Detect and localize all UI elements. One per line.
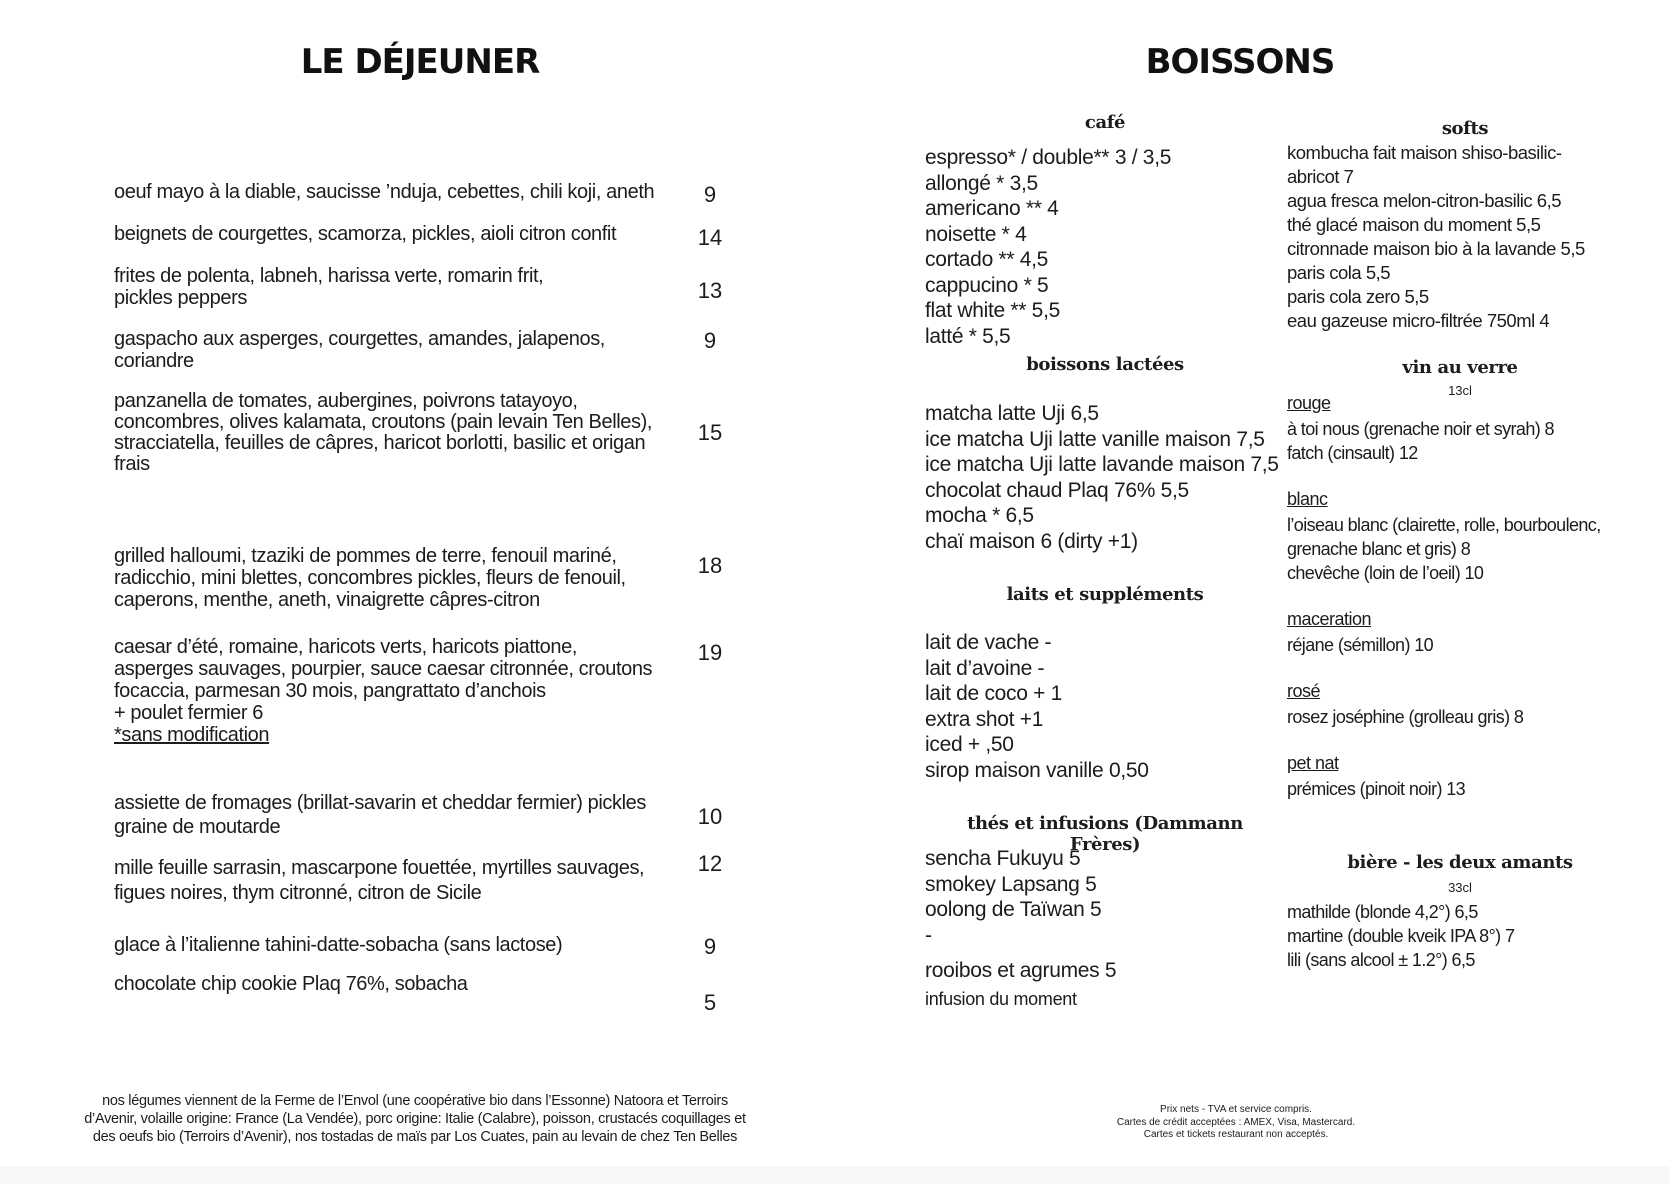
dish-price: 12	[697, 851, 723, 876]
softs-list	[1287, 141, 1627, 333]
wine-list-blanc	[1287, 513, 1637, 585]
dish-line: asperges sauvages, pourpier, sauce caesar citronnée, croutons	[114, 658, 653, 680]
dish-line: stracciatella, feuilles de câpres, haricot borlotti, basilic et origan	[114, 432, 646, 454]
tea-item: oolong de Taïwan 5	[925, 898, 1102, 921]
cafe-item: espresso* / double** 3 / 3,5	[925, 146, 1172, 169]
lactee-item: matcha latte Uji 6,5	[925, 402, 1099, 425]
cafe-item: cappucino * 5	[925, 273, 1049, 297]
wine-item: réjane (sémillon) 10	[1287, 635, 1434, 655]
dish-line: radicchio, mini blettes, concombres pickles, fleurs de fenouil,	[114, 567, 626, 589]
wine-category-rose: rosé	[1287, 681, 1321, 701]
wine-item: chevêche (loin de l’oeil) 10	[1287, 563, 1484, 583]
biere-volume: 33cl	[1448, 880, 1472, 895]
dish-line: pickles peppers	[114, 287, 247, 309]
dish-line: + poulet fermier 6	[114, 702, 263, 724]
dish-description	[114, 265, 689, 309]
wine-category-petnat: pet nat	[1287, 753, 1339, 773]
wine-list-maceration	[1287, 633, 1637, 657]
payment-line: Cartes de crédit acceptées : AMEX, Visa, Mastercard.	[1116, 1116, 1356, 1128]
dish-description	[114, 934, 689, 956]
wine-item: à toi nous (grenache noir et syrah) 8	[1287, 419, 1554, 439]
tea-item: -	[925, 923, 932, 947]
dish-line: mille feuille sarrasin, mascarpone fouettée, myrtilles sauvages,	[114, 857, 645, 879]
tea-item-small: infusion du moment	[925, 989, 1077, 1009]
dish-price: 14	[697, 225, 723, 250]
dish-line: concombres, olives kalamata, croutons (pain levain Ten Belles),	[114, 411, 653, 433]
dish-line: caesar d’été, romaine, haricots verts, haricots piattone,	[114, 636, 577, 658]
dish-line: oeuf mayo à la diable, saucisse ’nduja, cebettes, chili koji, aneth	[114, 181, 655, 203]
section-softs-title: softs	[1441, 118, 1489, 139]
wine-category-blanc: blanc	[1287, 489, 1328, 509]
section-lactees-title: boissons lactées	[1026, 354, 1184, 375]
lait-item: lait d’avoine -	[925, 656, 1045, 680]
section-vin-title: vin au verre	[1402, 357, 1518, 378]
dish-price: 18	[697, 553, 723, 578]
sourcing-line: d’Avenir, volaille origine: France (La Vendée), porc origine: Italie (Calabre), poisson, crustacés coquillages et	[84, 1111, 746, 1127]
soft-item: thé glacé maison du moment 5,5	[1287, 214, 1541, 235]
payment-line: Cartes et tickets restaurant non acceptés.	[1143, 1129, 1329, 1140]
dish-line: chocolate chip cookie Plaq 76%, sobacha	[114, 973, 468, 995]
wine-category-maceration: maceration	[1287, 609, 1372, 629]
dish-description	[114, 391, 689, 475]
lactee-item: chaï maison 6 (dirty +1)	[925, 529, 1138, 553]
soft-item: agua fresca melon-citron-basilic 6,5	[1287, 190, 1562, 211]
cafe-item: cortado ** 4,5	[925, 248, 1049, 271]
dish-price: 13	[697, 278, 723, 303]
dish-line: glace à l’italienne tahini-datte-sobacha (sans lactose)	[114, 934, 563, 956]
biere-list	[1287, 900, 1637, 972]
dish-price: 9	[703, 934, 717, 959]
dish-description	[114, 973, 689, 995]
dish-description	[114, 856, 689, 906]
lactee-item: ice matcha Uji latte lavande maison 7,5	[925, 453, 1279, 476]
lactee-item: chocolat chaud Plaq 76% 5,5	[925, 478, 1189, 502]
cafe-item: allongé * 3,5	[925, 171, 1038, 195]
dish-line: gaspacho aux asperges, courgettes, amandes, jalapenos,	[114, 328, 605, 350]
laits-list	[925, 630, 1149, 783]
cafe-item: latté * 5,5	[925, 324, 1011, 348]
lait-item: iced + ,50	[925, 733, 1014, 756]
wine-category-rouge: rouge	[1287, 393, 1331, 413]
wine-item: rosez joséphine (grolleau gris) 8	[1287, 707, 1524, 727]
dish-description	[114, 636, 689, 746]
drinks-title: BOISSONS	[1145, 42, 1335, 82]
section-laits-title: laits et suppléments	[1006, 584, 1204, 605]
lait-item: lait de vache -	[925, 631, 1052, 654]
dish-line: caperons, menthe, aneth, vinaigrette câpres-citron	[114, 589, 540, 611]
dish-line: coriandre	[114, 350, 194, 372]
sourcing-note	[55, 1092, 775, 1146]
tea-item: rooibos et agrumes 5	[925, 959, 1117, 982]
payment-line: Prix nets - TVA et service compris.	[1160, 1104, 1312, 1115]
lait-item: extra shot +1	[925, 707, 1044, 731]
cafe-list	[925, 145, 1171, 349]
dish-line: *sans modification	[114, 724, 270, 746]
wine-item: grenache blanc et gris) 8	[1287, 539, 1471, 559]
sourcing-line: des oeufs bio (Terroirs d’Avenir), nos tostadas de maïs par Los Cuates, pain au levain de chez Ten Belles	[92, 1129, 738, 1145]
beer-item: martine (double kveik IPA 8°) 7	[1287, 926, 1515, 946]
wine-list-rouge	[1287, 417, 1637, 465]
wine-list-rose	[1287, 705, 1637, 729]
dish-price: 19	[697, 640, 723, 665]
wine-list-petnat	[1287, 777, 1637, 801]
dish-line: panzanella de tomates, aubergines, poivrons tatayoyo,	[114, 390, 578, 412]
dish-line: assiette de fromages (brillat-savarin et cheddar fermier) pickles	[114, 792, 646, 814]
soft-item: kombucha fait maison shiso-basilic-	[1287, 142, 1562, 163]
dish-line: frais	[114, 453, 150, 475]
lactee-item: mocha * 6,5	[925, 504, 1034, 527]
wine-item: l’oiseau blanc (clairette, rolle, bourboulenc,	[1287, 515, 1601, 535]
dish-description	[114, 545, 689, 611]
lait-item: sirop maison vanille 0,50	[925, 758, 1149, 782]
dish-line: grilled halloumi, tzaziki de pommes de terre, fenouil mariné,	[114, 545, 617, 567]
lunch-title: LE DÉJEUNER	[300, 42, 540, 82]
dish-line: frites de polenta, labneh, harissa verte, romarin frit,	[114, 265, 544, 287]
dish-description	[114, 328, 689, 372]
sourcing-line: nos légumes viennent de la Ferme de l’Envol (une coopérative bio dans l’Essonne) Natoora et Terroirs	[102, 1093, 728, 1109]
lactees-list	[925, 401, 1279, 554]
beer-item: mathilde (blonde 4,2°) 6,5	[1287, 902, 1478, 922]
dish-line: beignets de courgettes, scamorza, pickles, aioli citron confit	[114, 223, 617, 245]
dish-description	[114, 181, 689, 203]
cafe-item: flat white ** 5,5	[925, 299, 1060, 322]
payment-note	[1086, 1104, 1386, 1142]
cafe-item: noisette * 4	[925, 222, 1027, 246]
dish-price: 15	[697, 420, 723, 445]
soft-item: citronnade maison bio à la lavande 5,5	[1287, 238, 1585, 259]
wine-item: prémices (pinoit noir) 13	[1287, 779, 1466, 799]
dish-price: 9	[703, 182, 717, 207]
dish-price: 9	[703, 328, 717, 353]
soft-item: paris cola 5,5	[1287, 262, 1391, 283]
dish-description	[114, 223, 689, 245]
soft-item: paris cola zero 5,5	[1287, 286, 1429, 307]
beer-item: lili (sans alcool ± 1.2°) 6,5	[1287, 950, 1475, 970]
wine-item: fatch (cinsault) 12	[1287, 443, 1418, 463]
soft-item: abricot 7	[1287, 166, 1354, 187]
section-cafe-title: café	[1084, 112, 1126, 133]
section-thes-title: thés et infusions (Dammann Frères)	[967, 813, 1243, 855]
lait-item: lait de coco + 1	[925, 682, 1063, 705]
page-edge	[0, 1166, 1670, 1184]
vin-volume: 13cl	[1448, 383, 1472, 398]
dish-description	[114, 791, 689, 839]
lactee-item: ice matcha Uji latte vanille maison 7,5	[925, 427, 1265, 451]
section-biere-title: bière - les deux amants	[1347, 852, 1573, 873]
dish-price: 10	[697, 804, 723, 829]
tea-item: smokey Lapsang 5	[925, 872, 1097, 896]
tea-item: sencha Fukuyu 5	[925, 847, 1081, 870]
cafe-item: americano ** 4	[925, 197, 1059, 220]
thes-list	[925, 846, 1101, 948]
dish-line: focaccia, parmesan 30 mois, pangrattato d’anchois	[114, 680, 546, 702]
dish-line: figues noires, thym citronné, citron de Sicile	[114, 882, 482, 904]
dish-line: graine de moutarde	[114, 816, 281, 838]
dish-price: 5	[703, 990, 717, 1015]
soft-item: eau gazeuse micro-filtrée 750ml 4	[1287, 310, 1550, 331]
